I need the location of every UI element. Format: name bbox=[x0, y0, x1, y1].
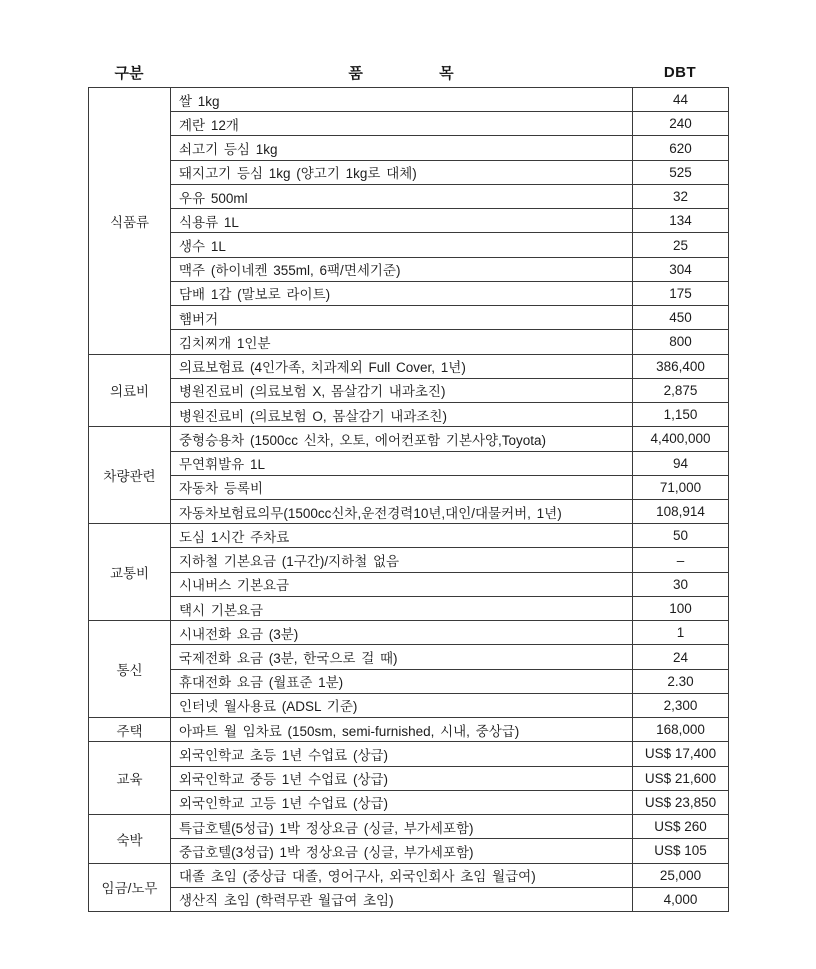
value-cell: 4,000 bbox=[633, 887, 729, 911]
item-cell: 햄버거 bbox=[171, 306, 633, 330]
value-cell: 32 bbox=[633, 184, 729, 208]
table-row bbox=[89, 572, 729, 596]
item-cell: 김치찌개 1인분 bbox=[171, 330, 633, 354]
value-cell: 108,914 bbox=[633, 499, 729, 523]
value-cell: 25,000 bbox=[633, 863, 729, 887]
price-table-body bbox=[89, 88, 729, 912]
item-cell: 계란 12개 bbox=[171, 112, 633, 136]
value-cell: US$ 260 bbox=[633, 815, 729, 839]
price-table bbox=[88, 87, 729, 912]
table-row bbox=[89, 839, 729, 863]
header-dbt: DBT bbox=[663, 64, 697, 81]
category-cell-0: 식품류 bbox=[89, 88, 171, 355]
table-row bbox=[89, 281, 729, 305]
category-cell-3: 교통비 bbox=[89, 524, 171, 621]
header-item: 품 목 bbox=[348, 65, 454, 82]
item-cell: 병원진료비 (의료보험 X, 몸살감기 내과초진) bbox=[171, 378, 633, 402]
value-cell: 240 bbox=[633, 112, 729, 136]
value-cell: 134 bbox=[633, 209, 729, 233]
table-row bbox=[89, 499, 729, 523]
table-row bbox=[89, 790, 729, 814]
table-row bbox=[89, 863, 729, 887]
item-cell: 시내버스 기본요금 bbox=[171, 572, 633, 596]
category-cell-5: 주택 bbox=[89, 718, 171, 742]
item-cell: 대졸 초임 (중상급 대졸, 영어구사, 외국인회사 초임 월급여) bbox=[171, 863, 633, 887]
value-cell: 94 bbox=[633, 451, 729, 475]
item-cell: 휴대전화 요금 (월표준 1분) bbox=[171, 669, 633, 693]
value-cell: 620 bbox=[633, 136, 729, 160]
value-cell: 450 bbox=[633, 306, 729, 330]
table-row bbox=[89, 257, 729, 281]
table-row bbox=[89, 742, 729, 766]
category-cell-1: 의료비 bbox=[89, 354, 171, 427]
value-cell: US$ 21,600 bbox=[633, 766, 729, 790]
item-cell: 쇠고기 등심 1kg bbox=[171, 136, 633, 160]
table-row bbox=[89, 88, 729, 112]
item-cell: 병원진료비 (의료보험 O, 몸살감기 내과조친) bbox=[171, 403, 633, 427]
value-cell: 25 bbox=[633, 233, 729, 257]
value-cell: 2,875 bbox=[633, 378, 729, 402]
value-cell: 525 bbox=[633, 160, 729, 184]
table-header bbox=[88, 58, 728, 87]
category-cell-8: 임금/노무 bbox=[89, 863, 171, 912]
item-cell: 의료보험료 (4인가족, 치과제외 Full Cover, 1년) bbox=[171, 354, 633, 378]
item-cell: 택시 기본요금 bbox=[171, 596, 633, 620]
item-cell: 자동차보험료의무(1500cc신차,운전경력10년,대인/대물커버, 1년) bbox=[171, 499, 633, 523]
value-cell: 100 bbox=[633, 596, 729, 620]
category-cell-6: 교육 bbox=[89, 742, 171, 815]
value-cell: 2,300 bbox=[633, 693, 729, 717]
item-cell: 도심 1시간 주차료 bbox=[171, 524, 633, 548]
cost-table-container bbox=[88, 58, 728, 912]
value-cell: US$ 17,400 bbox=[633, 742, 729, 766]
item-cell: 지하철 기본요금 (1구간)/지하철 없음 bbox=[171, 548, 633, 572]
value-cell: 1,150 bbox=[633, 403, 729, 427]
item-cell: 돼지고기 등심 1kg (양고기 1kg로 대체) bbox=[171, 160, 633, 184]
table-row bbox=[89, 209, 729, 233]
table-row bbox=[89, 669, 729, 693]
value-cell: 175 bbox=[633, 281, 729, 305]
table-row bbox=[89, 548, 729, 572]
table-row bbox=[89, 524, 729, 548]
table-row bbox=[89, 403, 729, 427]
table-row bbox=[89, 136, 729, 160]
table-row bbox=[89, 233, 729, 257]
item-cell: 식용류 1L bbox=[171, 209, 633, 233]
value-cell: 30 bbox=[633, 572, 729, 596]
item-cell: 담배 1갑 (말보로 라이트) bbox=[171, 281, 633, 305]
value-cell: 44 bbox=[633, 88, 729, 112]
item-cell: 쌀 1kg bbox=[171, 88, 633, 112]
table-row bbox=[89, 354, 729, 378]
value-cell: US$ 23,850 bbox=[633, 790, 729, 814]
table-row bbox=[89, 112, 729, 136]
table-row bbox=[89, 451, 729, 475]
value-cell: 24 bbox=[633, 645, 729, 669]
category-cell-4: 통신 bbox=[89, 621, 171, 718]
table-row bbox=[89, 596, 729, 620]
value-cell: 4,400,000 bbox=[633, 427, 729, 451]
value-cell: 71,000 bbox=[633, 475, 729, 499]
value-cell: 800 bbox=[633, 330, 729, 354]
value-cell: 386,400 bbox=[633, 354, 729, 378]
value-cell: 1 bbox=[633, 621, 729, 645]
item-cell: 생산직 초임 (학력무관 월급여 초임) bbox=[171, 887, 633, 911]
table-row bbox=[89, 306, 729, 330]
item-cell: 무연휘발유 1L bbox=[171, 451, 633, 475]
table-row bbox=[89, 160, 729, 184]
value-cell: 2.30 bbox=[633, 669, 729, 693]
value-cell: – bbox=[633, 548, 729, 572]
value-cell: 168,000 bbox=[633, 718, 729, 742]
item-cell: 아파트 월 임차료 (150sm, semi-furnished, 시내, 중상급) bbox=[171, 718, 633, 742]
table-row bbox=[89, 621, 729, 645]
table-row bbox=[89, 475, 729, 499]
item-cell: 우유 500ml bbox=[171, 184, 633, 208]
value-cell: 50 bbox=[633, 524, 729, 548]
value-cell: 304 bbox=[633, 257, 729, 281]
table-row bbox=[89, 718, 729, 742]
table-row bbox=[89, 184, 729, 208]
table-row bbox=[89, 378, 729, 402]
category-cell-2: 차량관련 bbox=[89, 427, 171, 524]
item-cell: 시내전화 요금 (3분) bbox=[171, 621, 633, 645]
item-cell: 외국인학교 중등 1년 수업료 (상급) bbox=[171, 766, 633, 790]
table-row bbox=[89, 815, 729, 839]
item-cell: 국제전화 요금 (3분, 한국으로 걸 때) bbox=[171, 645, 633, 669]
item-cell: 생수 1L bbox=[171, 233, 633, 257]
item-cell: 자동차 등록비 bbox=[171, 475, 633, 499]
item-cell: 인터넷 월사용료 (ADSL 기준) bbox=[171, 693, 633, 717]
item-cell: 중급호텔(3성급) 1박 정상요금 (싱글, 부가세포함) bbox=[171, 839, 633, 863]
table-row bbox=[89, 887, 729, 911]
value-cell: US$ 105 bbox=[633, 839, 729, 863]
table-row bbox=[89, 693, 729, 717]
header-category: 구분 bbox=[114, 65, 144, 82]
item-cell: 특급호텔(5성급) 1박 정상요금 (싱글, 부가세포함) bbox=[171, 815, 633, 839]
item-cell: 중형승용차 (1500cc 신차, 오토, 에어컨포함 기본사양,Toyota) bbox=[171, 427, 633, 451]
item-cell: 외국인학교 초등 1년 수업료 (상급) bbox=[171, 742, 633, 766]
table-row bbox=[89, 766, 729, 790]
item-cell: 외국인학교 고등 1년 수업료 (상급) bbox=[171, 790, 633, 814]
category-cell-7: 숙박 bbox=[89, 815, 171, 863]
item-cell: 맥주 (하이네켄 355ml, 6팩/면세기준) bbox=[171, 257, 633, 281]
table-row bbox=[89, 427, 729, 451]
table-row bbox=[89, 330, 729, 354]
table-row bbox=[89, 645, 729, 669]
